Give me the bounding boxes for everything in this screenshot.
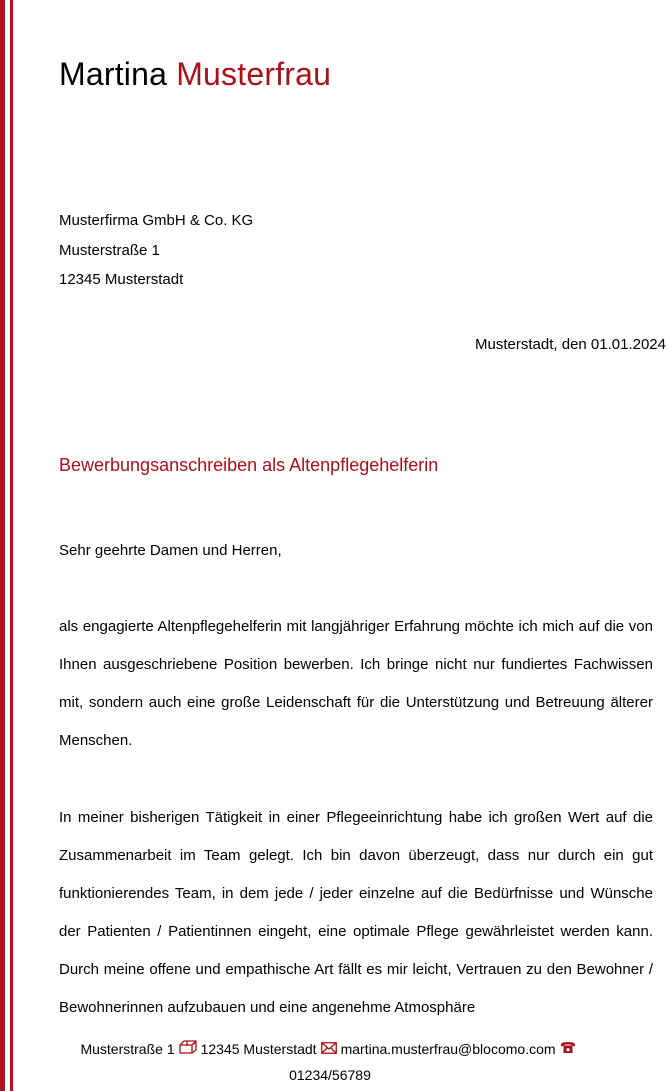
envelope-icon [321,1037,337,1061]
footer-city: 12345 Musterstadt [200,1041,317,1057]
footer-phone[interactable]: 01234/56789 [289,1067,371,1084]
body-paragraph-1: als engagierte Altenpflegehelferin mit langjähriger Erfahrung möchte ich mich auf die von Ihnen ausgeschriebene Position bewerben. Ich bringe nicht nur fundiertes Fachwissen mit, sondern auch eine große Leidenschaft für die Unterstützung und Betreuung älterer Menschen. [59,618,653,749]
last-name: Musterfrau [176,56,332,92]
left-accent-bar-inner [10,0,13,1091]
recipient-company: Musterfirma GmbH & Co. KG [59,212,254,229]
body-paragraph-2: In meiner bisherigen Tätigkeit in einer Pflegeeinrichtung habe ich großen Wert auf die Zusammenarbeit im Team gelegt. Ich bin davon überzeugt, dass nur durch ein gut funktionierendes Team, in dem jede / jeder einzelne auf die Bedürfnisse und Wünsche der Patienten / Patientinnen eingeht, eine optimale Pflege gewährleistet werden kann. Durch meine offene und empathische Art fällt es mir leicht, Vertrauen zu den Bewohner / Bewohnerinnen aufzubauen und eine angenehme Atmosphäre [59,809,653,1016]
applicant-name [59,54,331,94]
telephone-icon [560,1037,576,1061]
left-accent-bar-outer [0,0,5,1091]
subject-line: Bewerbungsanschreiben als Altenpflegehelferin [59,455,439,475]
recipient-street: Musterstraße 1 [59,241,160,259]
salutation: Sehr geehrte Damen und Herren, [59,542,282,559]
recipient-address [59,206,253,295]
mailbox-icon [179,1037,197,1061]
footer-email[interactable]: martina.musterfrau@blocomo.com [340,1041,556,1057]
footer-contact [20,1037,640,1087]
footer-street: Musterstraße 1 [80,1041,175,1057]
first-name: Martina [59,56,168,92]
recipient-city: 12345 Musterstadt [59,271,184,288]
date-line: Musterstadt, den 01.01.2024 [475,336,666,353]
